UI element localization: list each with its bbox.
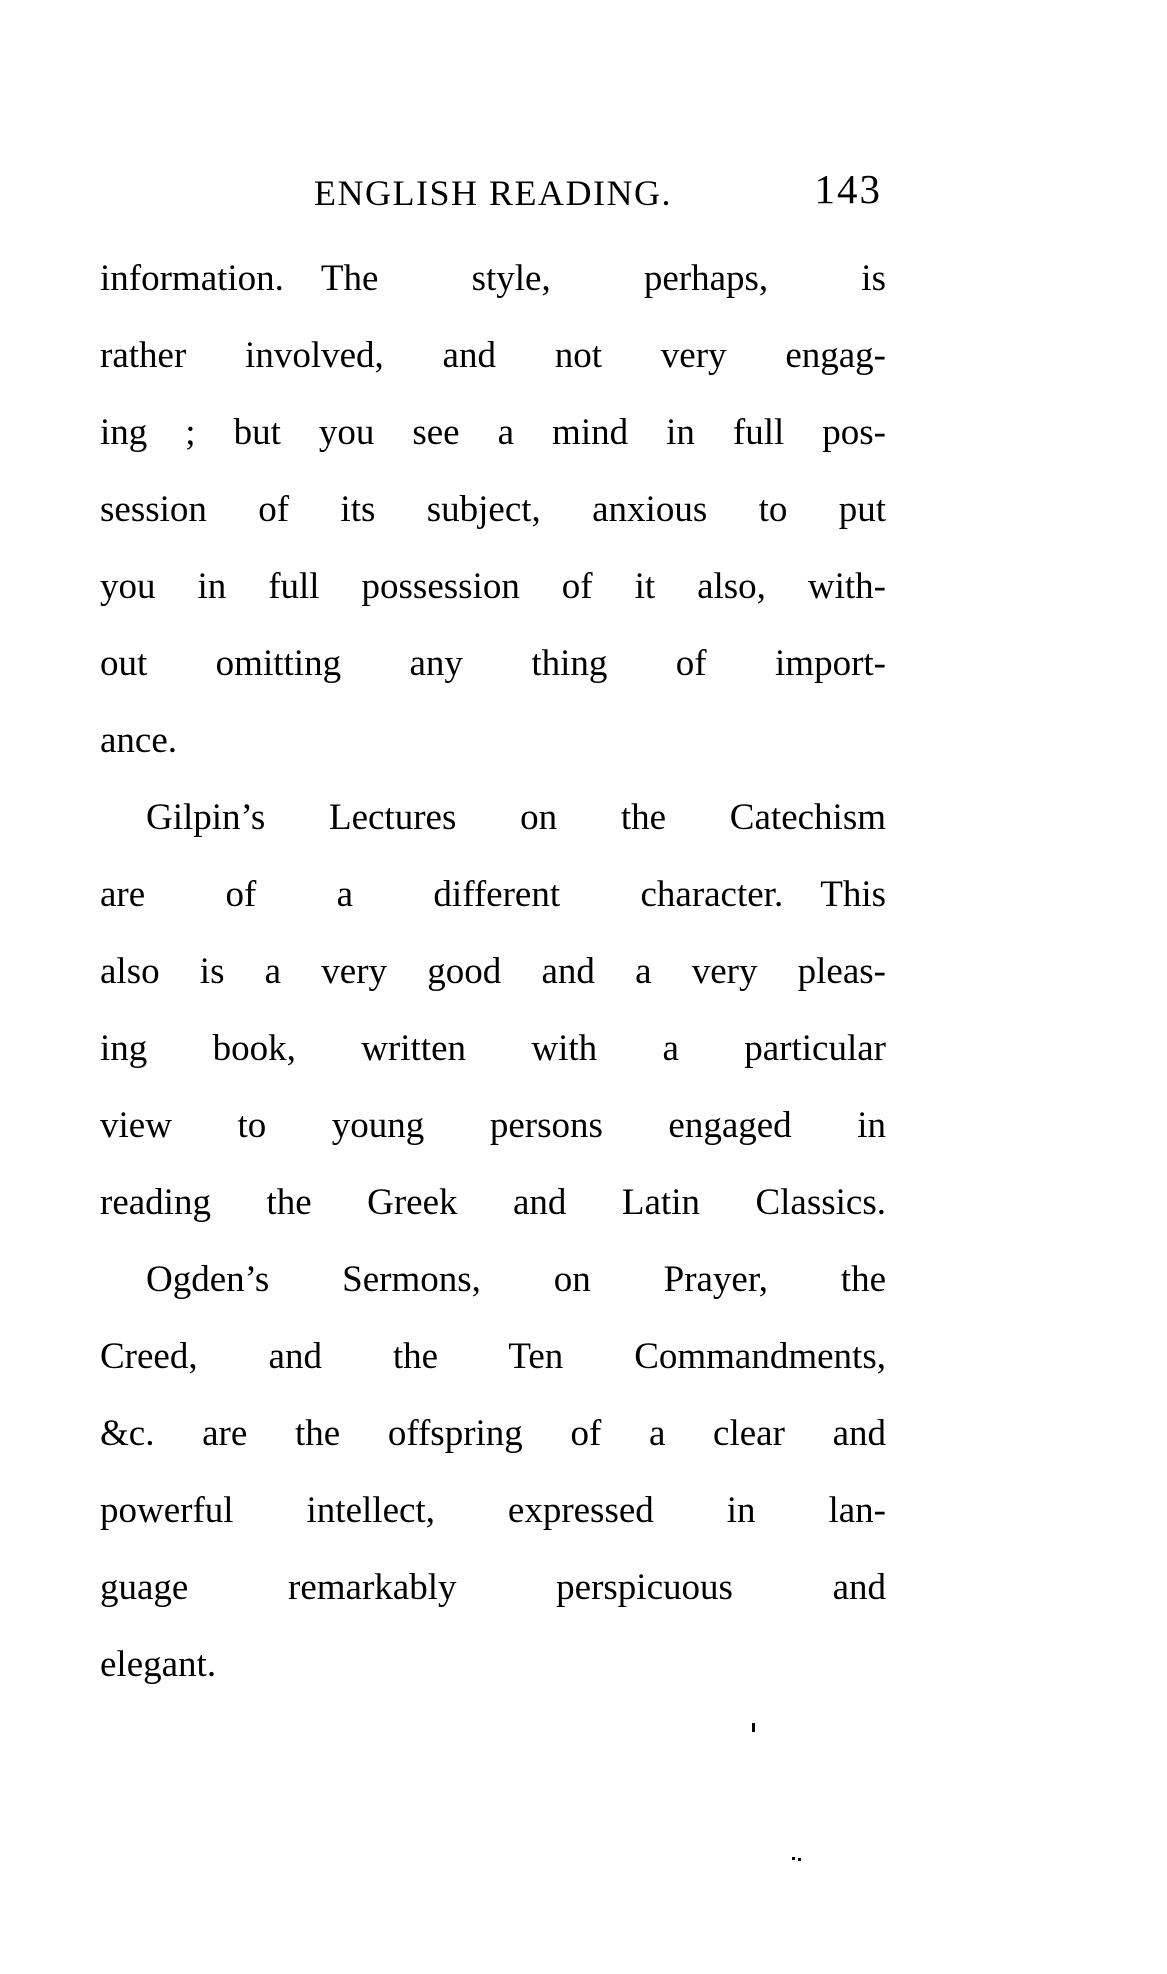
text-line: Creed, and the Ten Commandments, <box>100 1336 886 1377</box>
text-line: ing book, written with a particular <box>100 1028 886 1069</box>
scan-speck <box>792 1857 795 1860</box>
text-line: view to young persons engaged in <box>100 1105 886 1146</box>
text-line: Gilpin’s Lectures on the Catechism <box>146 797 886 838</box>
text-line: reading the Greek and Latin Classics. <box>100 1182 886 1223</box>
text-line: Ogden’s Sermons, on Prayer, the <box>146 1259 886 1300</box>
text-line: you in full possession of it also, with- <box>100 566 886 607</box>
page-number: 143 <box>814 166 882 212</box>
body-text <box>100 240 886 1703</box>
running-header-title: ENGLISH READING. <box>314 173 672 213</box>
text-line: elegant. <box>100 1644 217 1685</box>
running-header <box>100 168 886 218</box>
text-line: out omitting any thing of import- <box>100 643 886 684</box>
text-line: session of its subject, anxious to put <box>100 489 886 530</box>
text-line: ing ; but you see a mind in full pos- <box>100 412 886 453</box>
text-line: powerful intellect, expressed in lan- <box>100 1490 886 1531</box>
scan-speck <box>752 1723 755 1732</box>
text-line: also is a very good and a very pleas- <box>100 951 886 992</box>
text-line: rather involved, and not very engag- <box>100 335 886 376</box>
text-line: guage remarkably perspicuous and <box>100 1567 886 1608</box>
text-line: &c. are the offspring of a clear and <box>100 1413 886 1454</box>
text-line: are of a different character. This <box>100 874 886 915</box>
text-line: ance. <box>100 720 178 761</box>
text-line: information. The style, perhaps, is <box>100 258 886 299</box>
